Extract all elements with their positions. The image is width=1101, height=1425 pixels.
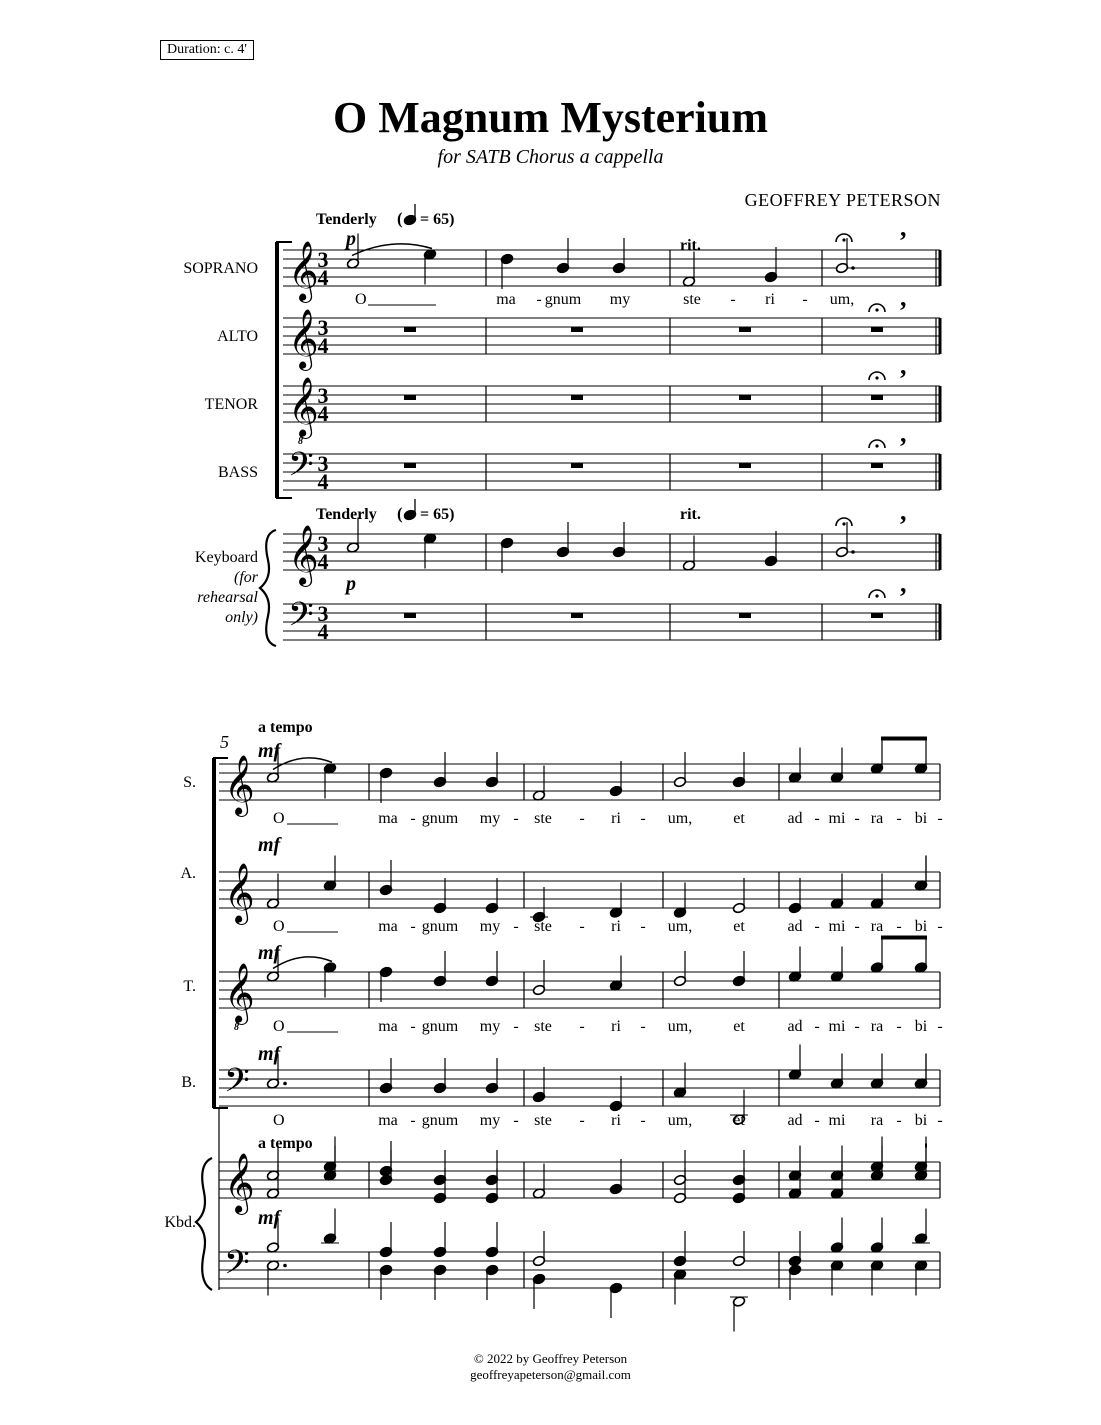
lyric-syllable: um, [829,291,855,308]
lyric-syllable: - [814,918,820,935]
ritardando-marking: rit. [680,237,701,254]
whole-rest [404,613,416,618]
whole-rest [739,327,751,332]
lyric-syllable: - [896,918,902,935]
staff-label-alto: A. [180,865,196,882]
lyric-syllable: gnum [421,810,459,827]
staff-label-keyboard: Kbd. [164,1214,196,1231]
copyright-text: © 2022 by Geoffrey Peterson [473,1351,628,1366]
lyric-syllable: - [410,810,416,827]
staff-label-alto: ALTO [217,328,258,345]
lyric-syllable: mi [828,810,846,827]
lyric-syllable: my [479,810,501,827]
lyric-syllable: my [609,291,631,308]
keyboard-brace [260,530,276,646]
time-signature-top: 3 [317,247,329,272]
lyric-syllable: O [273,810,285,827]
lyric-syllable: - [730,291,736,308]
fermata-dot [842,238,845,241]
eighth-beam [881,737,927,741]
lyric-syllable: ad [787,1112,803,1129]
staff-label-keyboard-note: rehearsal [197,589,258,606]
lyric-syllable: ste [534,1018,552,1035]
tempo-value: = 65) [420,506,455,523]
time-signature-top: 3 [317,451,329,476]
lyric-syllable: - [579,1112,585,1129]
tempo-paren: ( [397,504,403,523]
time-signature-top: 3 [317,315,329,340]
staff-label-keyboard: Keyboard [194,549,258,566]
staff-label-bass: BASS [217,464,258,481]
time-signature-top: 3 [317,531,329,556]
lyric-syllable: ri [611,1112,621,1129]
treble-clef-icon: 𝄞 [224,757,255,814]
page-title: O Magnum Mysterium [332,93,769,142]
whole-rest [871,395,883,400]
lyric-syllable: ste [534,1112,552,1129]
lyric-syllable: - [937,810,943,827]
lyric-syllable: ste [683,291,701,308]
lyric-syllable: - [410,918,416,935]
breath-mark-icon: , [900,419,907,448]
lyric-syllable: ri [611,810,621,827]
octave-marker: 8 [298,436,303,447]
lyric-syllable: - [814,810,820,827]
dynamic-mezzo-forte: mf [258,1207,281,1229]
tempo-marking: a tempo [258,1135,313,1152]
eighth-beam [881,936,927,940]
lyric-syllable: ste [534,810,552,827]
dot [283,1264,287,1268]
lyric-syllable: - [579,810,585,827]
lyric-syllable: ma [378,1018,398,1035]
whole-rest [571,395,583,400]
bass-clef-icon: 𝄢 [224,1062,250,1107]
dynamic-mezzo-forte: mf [258,1043,281,1065]
lyric-syllable: ri [611,1018,621,1035]
footer [0,1351,1101,1383]
lyric-syllable: ri [611,918,621,935]
lyric-syllable: - [814,1018,820,1035]
whole-rest [404,395,416,400]
fermata-dot [842,522,845,525]
dynamic-mezzo-forte: mf [258,942,281,964]
lyric-syllable: um, [667,1018,693,1035]
lyric-syllable: - [854,810,860,827]
staff-label-keyboard-note: only) [225,609,258,626]
time-signature-top: 3 [317,383,329,408]
lyric-syllable: - [640,918,646,935]
tempo-marking: Tenderly [316,211,377,228]
lyric-syllable: - [896,1018,902,1035]
lyric-syllable: bi [914,918,928,935]
breath-mark-icon: , [900,497,907,526]
octave-marker: 8 [234,1022,239,1033]
bass-clef-icon: 𝄢 [224,1244,250,1289]
lyric-syllable: O [273,1018,285,1035]
lyric-syllable: ste [534,918,552,935]
lyric-syllable: - [410,1112,416,1129]
time-signature-top: 3 [317,601,329,626]
lyric-syllable: um, [667,810,693,827]
lyric-syllable: - [513,1018,519,1035]
lyric-syllable: ra [870,1112,884,1129]
whole-rest [871,613,883,618]
time-signature-bottom: 4 [317,333,329,358]
lyric-syllable: - [896,810,902,827]
lyric-syllable: um, [667,918,693,935]
staff-label-keyboard-note: (for [234,569,258,586]
lyric-syllable: - [579,1018,585,1035]
lyric-syllable: ma [496,291,516,308]
staff-label-tenor: TENOR [204,396,258,413]
dot [283,1082,287,1086]
dot [851,266,855,270]
whole-rest [404,463,416,468]
lyric-syllable: ri [765,291,775,308]
lyric-syllable: - [640,810,646,827]
time-signature-bottom: 4 [317,619,329,644]
ritardando-marking: rit. [680,506,701,523]
lyric-syllable: ra [870,1018,884,1035]
time-signature-bottom: 4 [317,549,329,574]
staff-label-tenor: T. [183,978,196,995]
dot [851,550,855,554]
lyric-syllable: ma [378,918,398,935]
lyric-syllable: O [273,1112,285,1129]
lyric-syllable: mi [828,918,846,935]
lyric-syllable: et [733,1018,745,1035]
tempo-value: = 65) [420,211,455,228]
whole-rest [739,463,751,468]
lyric-syllable: ad [787,918,803,935]
measure-number: 5 [220,732,229,752]
fermata-dot [875,308,878,311]
lyric-syllable: gnum [544,291,582,308]
lyric-syllable: um, [667,1112,693,1129]
whole-rest [571,613,583,618]
eighth-beam [925,1144,927,1148]
bass-clef-icon: 𝄢 [288,596,314,641]
lyric-syllable: - [802,291,808,308]
lyric-syllable: mi [828,1112,846,1129]
lyric-syllable: ma [378,1112,398,1129]
lyric-syllable: bi [914,1018,928,1035]
treble-clef-icon: 𝄞 [224,1155,255,1212]
lyric-syllable: - [937,1018,943,1035]
lyric-syllable: et [733,918,745,935]
lyric-syllable: - [854,1018,860,1035]
lyric-syllable: gnum [421,1112,459,1129]
whole-rest [739,613,751,618]
time-signature-bottom: 4 [317,469,329,494]
whole-rest [739,395,751,400]
whole-rest [571,327,583,332]
tempo-marking: a tempo [258,719,313,736]
lyric-syllable: ad [787,1018,803,1035]
composer-name: GEOFFREY PETERSON [744,190,941,210]
lyric-syllable: ma [378,810,398,827]
treble-clef-icon: 𝄞 [224,865,255,922]
treble-clef-icon: 𝄞 [288,379,319,436]
lyric-syllable: ra [870,810,884,827]
lyric-syllable: et [733,810,745,827]
dynamic-piano: p [346,573,356,595]
lyric-syllable: - [814,1112,820,1129]
whole-rest [571,463,583,468]
lyric-syllable: gnum [421,1018,459,1035]
lyric-syllable: my [479,1112,501,1129]
dynamic-mezzo-forte: mf [258,834,281,856]
lyric-syllable: mi [828,1018,846,1035]
lyric-syllable: - [513,1112,519,1129]
treble-clef-icon: 𝄞 [288,527,319,584]
lyric-syllable: bi [914,1112,928,1129]
lyric-syllable: ra [870,918,884,935]
breath-mark-icon: , [900,351,907,380]
lyric-syllable: - [640,1018,646,1035]
time-signature-bottom: 4 [317,401,329,426]
whole-rest [871,463,883,468]
whole-rest [871,327,883,332]
lyric-syllable: - [579,918,585,935]
staff-label-soprano: S. [183,774,196,791]
lyric-syllable: - [513,918,519,935]
breath-mark-icon: , [900,213,907,242]
treble-clef-icon: 𝄞 [288,243,319,300]
breath-mark-icon: , [900,569,907,598]
lyric-syllable: - [536,291,542,308]
dynamic-piano: p [346,228,356,250]
lyric-syllable: - [854,918,860,935]
time-signature-bottom: 4 [317,265,329,290]
lyric-syllable: gnum [421,918,459,935]
bass-clef-icon: 𝄢 [288,446,314,491]
lyric-syllable: - [513,810,519,827]
keyboard-brace [196,1158,212,1290]
lyric-syllable: - [937,918,943,935]
fermata-dot [875,594,878,597]
page-subtitle: for SATB Chorus a cappella [437,146,664,168]
lyric-syllable: bi [914,810,928,827]
fermata-dot [875,444,878,447]
lyric-syllable: my [479,918,501,935]
lyric-syllable: et [733,1112,745,1129]
treble-clef-icon: 𝄞 [288,311,319,368]
lyric-syllable: - [896,1112,902,1129]
duration-box: Duration: c. 4' [160,40,254,60]
slur [273,957,332,969]
dynamic-mezzo-forte: mf [258,740,281,762]
whole-rest [404,327,416,332]
staff-label-soprano: SOPRANO [183,260,258,277]
lyric-syllable: - [937,1112,943,1129]
lyric-syllable: ad [787,810,803,827]
treble-clef-icon: 𝄞 [224,965,255,1022]
staff-label-bass: B. [181,1074,196,1091]
breath-mark-icon: , [900,283,907,312]
lyric-syllable: - [410,1018,416,1035]
fermata-dot [875,376,878,379]
lyric-syllable: - [640,1112,646,1129]
contact-email: geoffreyapeterson@gmail.com [470,1367,631,1382]
lyric-syllable: O [355,291,367,308]
tempo-paren: ( [397,209,403,228]
lyric-syllable: O [273,918,285,935]
lyric-syllable: my [479,1018,501,1035]
tempo-marking: Tenderly [316,506,377,523]
